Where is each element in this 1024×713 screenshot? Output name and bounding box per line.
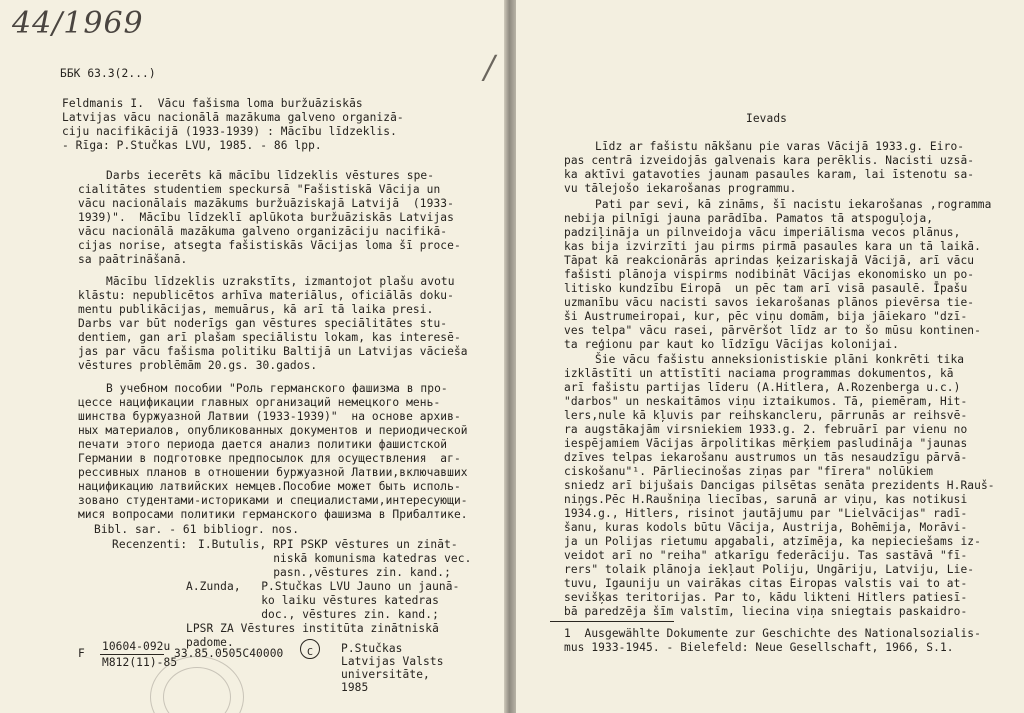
text-line: cialitātes studentiem speckursā "Fašistiskā Vācija un	[78, 183, 441, 196]
left-page	[0, 0, 504, 713]
text-line: ra augstākajām virsniekiem 1933.g. 2. februārī par vienu no	[564, 423, 968, 436]
text-line: 1934.g., Hitlers, risinot jautājumu par "Lielvācijas" radī-	[564, 507, 968, 520]
text-line: vācu nacionālā mazākuma galveno organizāciju nacifikā-	[78, 225, 448, 238]
text-line: В учебном пособии "Роль германского фашизма в про-	[106, 382, 448, 395]
text-line: рессивных планов в отношении буржуазной Латвии,включавших	[78, 466, 468, 479]
imprint-code-bottom: M812(11)-85	[102, 656, 178, 669]
text-line: ных материалов, опубликованных документов и периодической	[78, 424, 468, 437]
text-line: Mācību līdzeklis uzrakstīts, izmantojot plašu avotu	[106, 275, 455, 288]
text-line: iespējamiem Vācijas ārpolitikas mērķiem pasludināja "jaunas	[564, 437, 968, 450]
text-line: niņgs.Pēc H.Raušniņa liecības, sarunā ar viņu, kas notikusi	[564, 493, 968, 506]
text-line: litisko kundzību Eiropā un pēc tam arī visā pasaulē. Īpašu	[564, 282, 968, 295]
text-line: 1939)". Mācību līdzeklī aplūkota buržuāziskās Latvijas	[78, 211, 454, 224]
text-line: "darbos" un neskaitāmos viņu iztaikumos. Tā, piemēram, Hit-	[564, 395, 968, 408]
text-line: Tāpat kā reakcionārās aprindas ķeizariskajā Vācijā, arī vācu	[564, 254, 975, 267]
text-line: fašisti plānoja vispirms nodibināt Vācijas ekonomisko un po-	[564, 268, 975, 281]
text-line: ta reģionu par kaut ko līdzīgu Vācijas kolonijai.	[564, 338, 899, 351]
publisher-line: Latvijas Valsts	[341, 655, 444, 668]
text-line: lers,nule kā kļuvis par reihskancleru, pārrunās ar reihsvē-	[564, 409, 968, 422]
text-line: klāstu: nepublicētos arhīva materiālus, oficiālās doku-	[78, 289, 454, 302]
text-line: vu tālejošo iekarošanas programmu.	[564, 182, 797, 195]
reviewer-line: I.Butulis, RPI PSKP vēstures un zināt-	[198, 538, 458, 551]
imprint-number: 33.85.0505С40000	[174, 647, 284, 660]
footnote-line: 1 Ausgewählte Dokumente zur Geschichte des Nationalsozialis-	[564, 627, 981, 640]
publisher-line: P.Stučkas	[341, 642, 403, 655]
text-line: šanu, kuras kodols būtu Vācija, Austrija, Bohēmija, Morāvi-	[564, 521, 968, 534]
text-line: kas bija izvirzīti jau pirms pirmā pasaules kara un tā laikā.	[564, 240, 981, 253]
text-line: ši Austrumeiropai, kur, pēc viņu domām, bija jāiekaro "dzī-	[564, 310, 968, 323]
copyright-mark	[300, 639, 320, 659]
text-line: sa paātrināšanā.	[78, 253, 188, 266]
right-page	[516, 0, 1024, 713]
text-line: Šie vācu fašistu anneksionistiskie plāni konkrēti tika	[595, 353, 965, 366]
text-line: vācu nacionālais mazākums buržuāziskajā Latvijā (1933-	[78, 197, 454, 210]
catalog-line: ciju nacifikācijā (1933-1939) : Mācību līdzeklis.	[62, 125, 397, 138]
text-line: печати этого периода дается анализ политики фашистской	[78, 438, 448, 451]
text-line: nebija pilnīgi jauna parādība. Pamatos tā atspoguļoja,	[564, 212, 934, 225]
text-line: шинства буржуазной Латвии (1933-1939)" на основе архив-	[78, 410, 461, 423]
text-line: mentu publikācijas, memuārus, kā arī tā laika presi.	[78, 303, 434, 316]
text-line: veidot arī no "reiha" atkarīgu federāciju. Tas sastāvā "fī-	[564, 549, 968, 562]
reviewer-line: padome.	[186, 636, 234, 649]
reviewer-line: pasn.,vēstures zin. kand.;	[198, 566, 451, 579]
text-line: мися вопросами политики германского фашизма в Прибалтике.	[78, 508, 468, 521]
imprint-code-top: 10604-092u	[102, 640, 171, 653]
footnote-separator	[550, 621, 674, 622]
text-line: bā paredzēja šīm valstīm, liecina viņa sniegtais paskaidro-	[564, 605, 968, 618]
bibliography-note: Bibl. sar. - 61 bibliogr. nos.	[94, 523, 300, 536]
publisher-line: universitāte,	[341, 668, 430, 681]
text-line: sniedz arī bijušais Dancigas pilsētas senāta prezidents H.Rauš-	[564, 479, 995, 492]
text-line: izklāstīti un attīstīti naciama programmas dokumentos, kā	[564, 367, 954, 380]
text-line: цессе нацификации главных организаций немецкого мень-	[78, 396, 441, 409]
text-line: sevišķas teritorijas. Par to, kādu likteni Hitlers patiesī-	[564, 591, 968, 604]
catalog-line: - Rīga: P.Stučkas LVU, 1985. - 86 lpp.	[62, 139, 322, 152]
reviewer-line: ko laiku vēstures katedras	[186, 594, 439, 607]
text-line: Darbs iecerēts kā mācību līdzeklis vēstures spe-	[106, 169, 435, 182]
text-line: ka aktīvi gatavoties jaunam pasaules karam, lai īstenotu sa-	[564, 168, 975, 181]
imprint-letter: F	[78, 647, 85, 660]
text-line: vēstures problēmām 20.gs. 30.gados.	[78, 359, 318, 372]
text-line: padziļināja un pilnveidoja vācu imperiālisma vecos plānus,	[564, 226, 961, 239]
text-line: Līdz ar fašistu nākšanu pie varas Vācijā 1933.g. Eiro-	[595, 140, 965, 153]
text-line: зовано студентами-историками и специалистами,интересующи-	[78, 494, 468, 507]
text-line: ciskošanu"¹. Pārliecinošas ziņas par "fīrera" nolūkiem	[564, 465, 934, 478]
catalog-line: Feldmanis I. Vācu fašisma loma buržuāziskās	[62, 97, 363, 110]
reviewer-line: LPSR ZA Vēstures institūta zinātniskā	[186, 622, 439, 635]
chapter-heading: Ievads	[746, 112, 788, 125]
fraction-line	[100, 654, 164, 655]
reviewers-label: Recenzenti:	[112, 538, 188, 551]
text-line: ves telpa" vācu rasei, pārvēršot līdz ar to šo mūsu kontinen-	[564, 324, 981, 337]
text-line: tuvu, Igauniju un vairākas citas Eiropas valstis vai to at-	[564, 577, 968, 590]
text-line: ja un Polijas rietumu apgabali, atzīmēja, ka nepieciešams iz-	[564, 535, 981, 548]
reviewer-line: niskā komunisma katedras vec.	[198, 552, 472, 565]
reviewer-line: doc., vēstures zin. kand.;	[186, 608, 439, 621]
catalog-line: Latvijas vācu nacionālā mazākuma galveno organizā-	[62, 111, 404, 124]
text-line: pas centrā izveidojās galvenais kara perēklis. Nacisti uzsā-	[564, 154, 975, 167]
text-line: jas par vācu fašisma politiku Baltijā un Latvijas vācieša	[78, 345, 468, 358]
handwritten-number: 44/1969	[12, 6, 144, 41]
text-line: dzīves telpas iekarošanu austrumos un tās nesaudzīgu pārvā-	[564, 451, 968, 464]
text-line: uzmanību vācu nacisti savos iekarošanas plānos pievērsa tie-	[564, 296, 975, 309]
classification: ББК 63.3(2...)	[60, 67, 156, 80]
text-line: rers" tolaik plānoja iekļaut Poliju, Ungāriju, Latviju, Lie-	[564, 563, 975, 576]
reviewer-line: A.Zunda, P.Stučkas LVU Jauno un jaunā-	[186, 580, 460, 593]
text-line: cijas norise, atsegta fašistiskās Vācijas loma šī proce-	[78, 239, 461, 252]
text-line: arī fašistu partijas līderu (A.Hitlera, A.Rozenberga u.c.)	[564, 381, 961, 394]
text-line: Германии в подготовке предпосылок для осуществления аг-	[78, 452, 461, 465]
copyright-letter: C	[306, 647, 314, 658]
publisher-line: 1985	[341, 681, 369, 694]
pencil-mark: /	[484, 48, 496, 86]
text-line: dentiem, gan arī plašam speciālistu lokam, kas interesē-	[78, 331, 461, 344]
book-gutter	[504, 0, 516, 713]
text-line: Darbs var būt noderīgs gan vēstures speciālitātes stu-	[78, 317, 448, 330]
text-line: нацификацию латвийских немцев.Пособие может быть исполь-	[78, 480, 461, 493]
text-line: Pati par sevi, kā zināms, šī nacistu iekarošanas ,rogramma	[595, 198, 992, 211]
footnote-line: mus 1933-1945. - Bielefeld: Neue Gesellschaft, 1966, S.1.	[564, 641, 954, 654]
